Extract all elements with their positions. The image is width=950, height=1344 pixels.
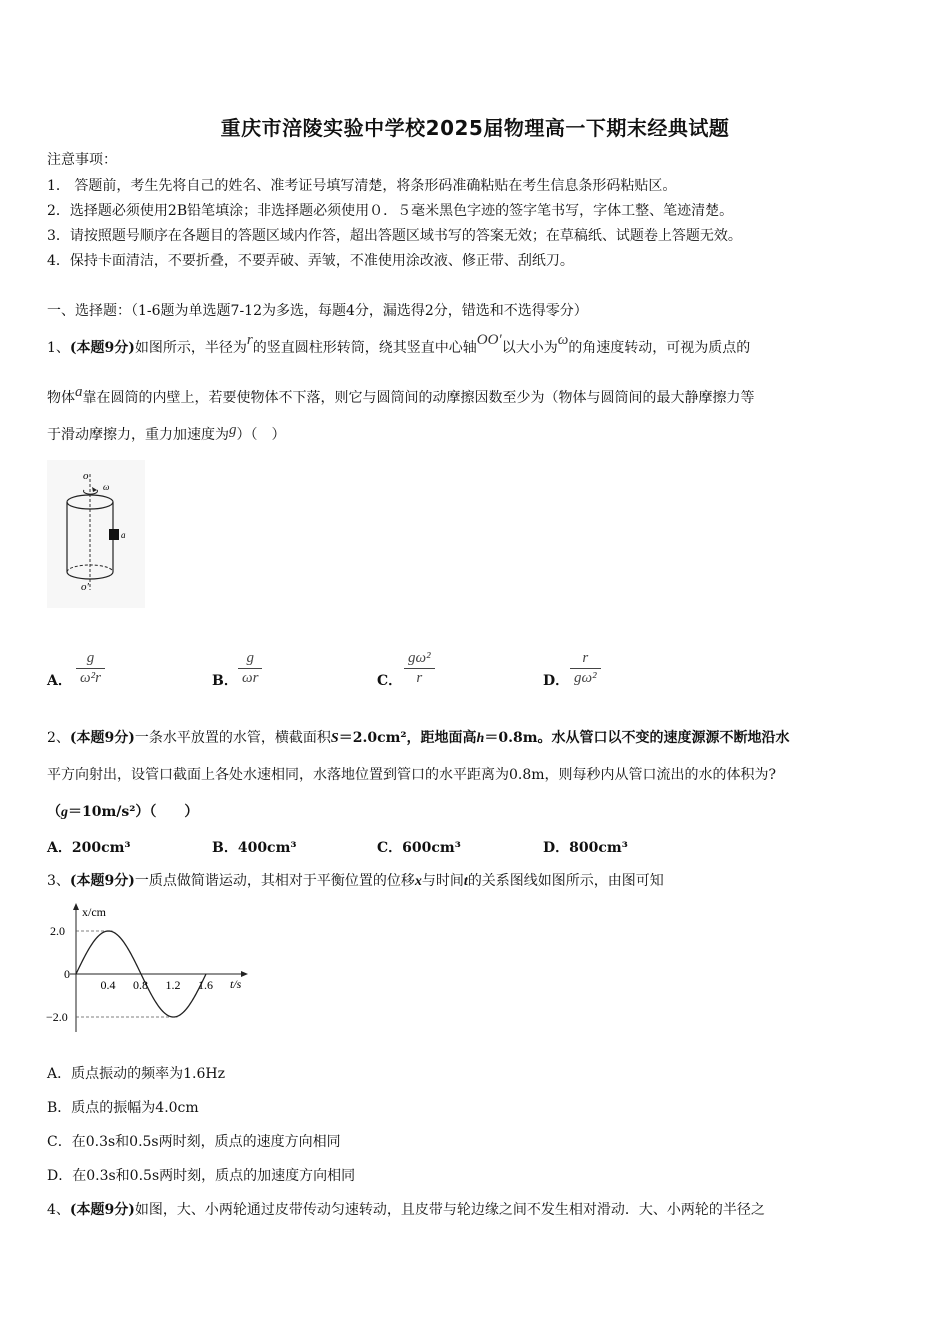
q2-line-2: 平方向射出，设管口截面上各处水速相同，水落地位置到管口的水平距离为0.8m，则每秒内从管口流出的水的体积为? <box>47 767 777 783</box>
q2-option-c: C．600cm³ <box>377 840 461 856</box>
fig-label-a: a <box>121 530 126 540</box>
x-axis-arrow <box>241 971 248 977</box>
x-tick-label: 0.8 <box>133 978 148 992</box>
fig-label-o-top: o <box>83 470 89 482</box>
notice-item-4: 4．保持卡面清洁，不要折叠，不要弄破、弄皱，不准使用涂改液、修正带、刮纸刀。 <box>47 253 574 269</box>
notice-heading: 注意事项： <box>47 152 117 168</box>
y-axis-arrow <box>73 903 79 910</box>
notice-item-1: 1． 答题前，考生先将自己的姓名、准考证号填写清楚，将条形码准确粘贴在考生信息条形码粘贴区。 <box>47 178 677 194</box>
q1-line-3: 于滑动摩擦力，重力加速度为g）（ ） <box>47 422 286 443</box>
q1-option-c-label: C． <box>377 673 403 689</box>
notice-item-2: 2．选择题必须使用2B铅笔填涂；非选择题必须使用０．５毫米黑色字迹的签字笔书写，字体工整、笔迹清楚。 <box>47 203 734 219</box>
x-axis-label: t/s <box>230 977 242 991</box>
q3-line-1: 3、(本题9分)一质点做简谐运动，其相对于平衡位置的位移x与时间t的关系图线如图所示，由图可知 <box>47 873 664 889</box>
q1-option-b-label: B． <box>212 673 238 689</box>
x-tick-label: 1.2 <box>165 978 181 992</box>
q1-line-1: 1、(本题9分)如图所示，半径为r的竖直圆柱形转筒，绕其竖直中心轴OO′以大小为ω的角速度转动，可视为质点的 <box>47 332 751 356</box>
q1-option-c-formula: gω² r <box>404 650 435 687</box>
x-tick-label: 1.6 <box>198 978 213 992</box>
q3-option-a: A．质点振动的频率为1.6Hz <box>47 1066 225 1082</box>
q3-option-c: C．在0.3s和0.5s两时刻，质点的速度方向相同 <box>47 1134 341 1150</box>
object-a <box>109 529 119 540</box>
notice-item-3: 3．请按照题号顺序在各题目的答题区域内作答，超出答题区域书写的答案无效；在草稿纸、试题卷上答题无效。 <box>47 228 742 244</box>
q2-option-b: B．400cm³ <box>212 840 297 856</box>
q3-option-b: B．质点的振幅为4.0cm <box>47 1100 199 1116</box>
fig-label-o-bottom: o′ <box>81 581 89 593</box>
q1-option-d-formula: r gω² <box>570 650 601 687</box>
q1-option-d-label: D． <box>543 673 570 689</box>
q3-displacement-chart <box>40 900 260 1035</box>
q1-option-a-formula: g ω²r <box>76 650 105 687</box>
q2-line-3: （g＝10m/s²）（ ） <box>47 804 199 820</box>
page-title: 重庆市涪陵实验中学校2025届物理高一下期末经典试题 <box>220 116 730 140</box>
q4-line-1: 4、(本题9分)如图，大、小两轮通过皮带传动匀速转动，且皮带与轮边缘之间不发生相对滑动．大、小两轮的半径之 <box>47 1202 765 1218</box>
q1-cylinder-figure <box>47 460 145 608</box>
y-axis-label: x/cm <box>82 905 106 919</box>
fig-label-omega: ω <box>103 482 110 492</box>
q2-line-1: 2、(本题9分)一条水平放置的水管，横截面积S＝2.0cm²，距地面高h＝0.8m。水从管口以不变的速度源源不断地沿水 <box>47 730 790 746</box>
y-tick-label: 2.0 <box>50 924 65 938</box>
section-heading: 一、选择题：（1-6题为单选题7-12为多选，每题4分，漏选得2分，错选和不选得零分） <box>47 303 588 319</box>
y-tick-label: 0 <box>64 967 70 981</box>
q1-option-a-label: A． <box>47 673 72 689</box>
q1-option-b-formula: g ωr <box>238 650 262 687</box>
q2-option-a: A．200cm³ <box>47 840 131 856</box>
q3-option-d: D．在0.3s和0.5s两时刻，质点的加速度方向相同 <box>47 1168 356 1184</box>
y-tick-label: −2.0 <box>46 1010 68 1024</box>
q2-option-d: D．800cm³ <box>543 840 628 856</box>
x-tick-label: 0.4 <box>100 978 116 992</box>
q1-line-2: 物体a靠在圆筒的内壁上，若要使物体不下落，则它与圆筒间的动摩擦因数至少为（物体与圆筒间的最大静摩擦力等 <box>47 384 755 406</box>
